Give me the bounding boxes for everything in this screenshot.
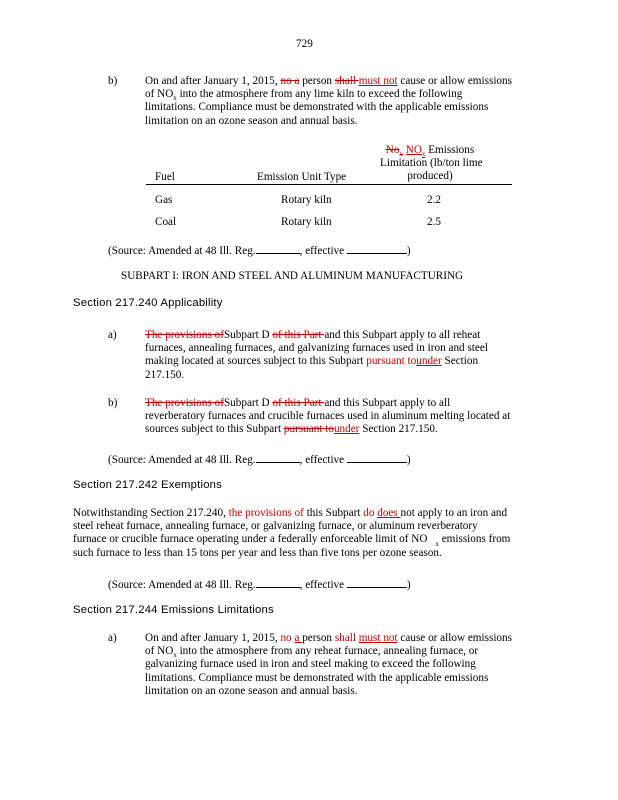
table-row — [0, 216, 618, 230]
table-cell-limit: 2.2 — [427, 194, 441, 206]
table-cell-fuel: Gas — [155, 194, 173, 206]
table-cell-fuel: Coal — [155, 216, 177, 228]
lime-kiln-paragraph: On and after January 1, 2015, no a person shall must not cause or allow emissions of $NO_x$ into the atmosphere from any lime kiln to exceed the following limitations. Compliance must be demonstrated with the applicable emissions limitation on an ozone season and annual basis. — [145, 75, 512, 127]
table-cell-unit: Rotary kiln — [281, 194, 332, 206]
paragraph-label: a) — [108, 632, 117, 644]
table-cell-limit: 2.5 — [427, 216, 441, 228]
applicability-paragraph-b: The provisions ofSubpart D of this Part and this Subpart apply to all reverberatory furnaces and crucible furnaces used in aluminum melting located at sources subject to this Subpart pursuant tounder Section 217.150. — [145, 397, 511, 436]
source-note: (Source: Amended at 48 Ill. Reg. , effective ) — [108, 579, 411, 591]
emissions-limitations-paragraph: On and after January 1, 2015, no a person shall must not cause or allow emissions of $NO_x$ into the atmosphere from any reheat furnace, annealing furnace, or galvanizing furnace used in iron and steel making to exceed the following limitations. Compliance must be demonstrated with the applicable emissions limitation on an ozone season and annual basis. — [145, 632, 512, 697]
table-cell-unit: Rotary kiln — [281, 216, 332, 228]
section-heading: Section 217.242 Exemptions — [73, 479, 223, 491]
paragraph-label: b) — [108, 75, 118, 87]
paragraph-label: b) — [108, 397, 118, 409]
section-heading: Section 217.240 Applicability — [73, 297, 223, 309]
exemptions-paragraph: Notwithstanding Section 217.240, the provisions of this Subpart do does not apply to an iron and steel reheat furnace, annealing furnace, or galvanizing furnace, or aluminum reverberatory furnace or crucible furnace operating under a federally enforceable limit of NO $_x$ emissions from such furnace to less than 15 tons per year and less than five tons per ozone season. — [73, 507, 511, 559]
paragraph-label: a) — [108, 329, 117, 341]
table-header-limit: $No_x$ $NO_x$ Emissions Limitation (lb/ton lime produced) — [380, 144, 483, 183]
table-header-rule — [146, 184, 512, 185]
section-heading: Section 217.244 Emissions Limitations — [73, 604, 274, 616]
table-row — [0, 194, 618, 208]
page-number: 729 — [296, 38, 313, 50]
applicability-paragraph-a: The provisions ofSubpart D of this Part and this Subpart apply to all reheat furnaces, annealing furnaces, and galvanizing furnaces used in iron and steel making located at sources subject to this Subpart pursuant tounder Section 217.150. — [145, 329, 488, 381]
source-note: (Source: Amended at 48 Ill. Reg. , effective ) — [108, 245, 411, 257]
source-note: (Source: Amended at 48 Ill. Reg. , effective ) — [108, 454, 411, 466]
table-header-fuel: Fuel — [155, 171, 175, 183]
table-header-unit: Emission Unit Type — [257, 171, 347, 183]
subpart-heading: SUBPART I: IRON AND STEEL AND ALUMINUM MANUFACTURING — [121, 270, 464, 282]
